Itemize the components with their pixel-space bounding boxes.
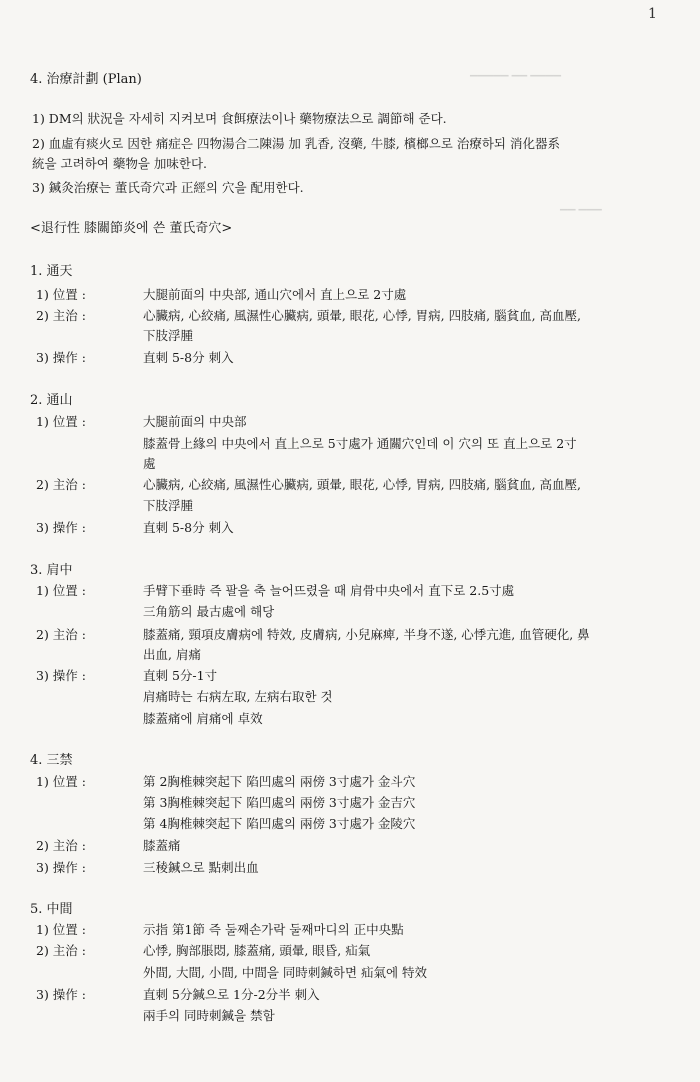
operation-text: 兩手의 同時刺鍼을 禁함 [143, 1008, 275, 1023]
operation-text: 肩痛時는 右病左取, 左病右取한 것 [143, 689, 333, 704]
position-label: 1) 位置 : [36, 287, 86, 302]
indication-text: 心臟病, 心絞痛, 風濕性心臟病, 頭暈, 眼花, 心悸, 胃病, 四肢痛, 腦貧血, 高血壓, [143, 308, 581, 323]
position-label: 1) 位置 : [36, 583, 86, 598]
position-label: 1) 位置 : [36, 774, 86, 789]
position-label: 1) 位置 : [36, 414, 86, 429]
operation-label: 3) 操作 : [36, 520, 86, 535]
indication-label: 2) 主治 : [36, 308, 86, 323]
section-title: <退行性 膝關節炎에 쓴 董氏奇穴> [30, 221, 233, 236]
position-text: 第 3胸椎棘突起下 陷凹處의 兩傍 3寸處가 金吉穴 [143, 795, 416, 810]
position-text: 三角筋의 最古處에 해당 [143, 604, 275, 619]
position-text: 第 2胸椎棘突起下 陷凹處의 兩傍 3寸處가 金斗穴 [143, 774, 416, 789]
plan-title: 4. 治療計劃 (Plan) [30, 72, 142, 87]
operation-text: 直刺 5-8分 刺入 [143, 350, 234, 365]
indication-label: 2) 主治 : [36, 943, 86, 958]
point-title: 2. 通山 [30, 393, 73, 408]
operation-label: 3) 操作 : [36, 350, 86, 365]
position-text: 處 [143, 456, 156, 471]
position-text: 大腿前面의 中央部, 通山穴에서 直上으로 2寸處 [143, 287, 407, 302]
indication-text: 心悸, 胸部脹悶, 膝蓋痛, 頭暈, 眼昏, 疝氣 [143, 943, 371, 958]
point-title: 1. 通天 [30, 264, 73, 279]
point-title: 3. 肩中 [30, 563, 73, 578]
point-title: 5. 中間 [30, 902, 73, 917]
indication-text: 下肢浮腫 [143, 328, 194, 343]
operation-text: 膝蓋痛에 肩痛에 卓效 [143, 711, 263, 726]
operation-label: 3) 操作 : [36, 987, 86, 1002]
position-text: 大腿前面의 中央部 [143, 414, 247, 429]
indication-text: 膝蓋痛 [143, 838, 181, 853]
plan-item-3: 3) 鍼灸治療는 董氏奇穴과 正經의 穴을 配用한다. [32, 180, 304, 195]
operation-text: 直刺 5分-1寸 [143, 668, 218, 683]
point-title: 4. 三禁 [30, 753, 73, 768]
indication-text: 下肢浮腫 [143, 498, 194, 513]
position-text: 膝蓋骨上緣의 中央에서 直上으로 5寸處가 通關穴인데 이 穴의 또 直上으로 2寸 [143, 436, 577, 451]
plan-item-2-line-2: 統을 고려하여 藥物을 加味한다. [32, 156, 207, 171]
indication-text: 出血, 肩痛 [143, 647, 201, 662]
indication-text: 膝蓋痛, 頸項皮膚病에 特效, 皮膚病, 小兒麻痺, 半身不遂, 心悸亢進, 血管硬化, 鼻 [143, 627, 590, 642]
page-mark: 1 [648, 6, 657, 22]
indication-label: 2) 主治 : [36, 838, 86, 853]
operation-label: 3) 操作 : [36, 860, 86, 875]
position-text: 第 4胸椎棘突起下 陷凹處의 兩傍 3寸處가 金陵穴 [143, 816, 416, 831]
indication-label: 2) 主治 : [36, 477, 86, 492]
indication-text: 心臟病, 心絞痛, 風濕性心臟病, 頭暈, 眼花, 心悸, 胃病, 四肢痛, 腦貧血, 高血壓, [143, 477, 581, 492]
plan-item-1: 1) DM의 狀況을 자세히 지켜보며 食餌療法이나 藥物療法으로 調節해 준다. [32, 111, 447, 126]
indication-label: 2) 主治 : [36, 627, 86, 642]
bleed-through-text: ▁▁ ▁▁▁ [560, 200, 602, 211]
position-label: 1) 位置 : [36, 922, 86, 937]
bleed-through-text: ▁▁▁▁▁ ▁▁ ▁▁▁▁ [470, 66, 561, 77]
operation-text: 直刺 5-8分 刺入 [143, 520, 234, 535]
indication-text: 外間, 大間, 小間, 中間을 同時刺鍼하면 疝氣에 特效 [143, 965, 428, 980]
position-text: 手臂下垂時 즉 팔을 축 늘어뜨렸을 때 肩骨中央에서 直下로 2.5寸處 [143, 583, 515, 598]
position-text: 示指 第1節 즉 둘째손가락 둘째마디의 正中央點 [143, 922, 404, 937]
operation-text: 三稜鍼으로 點刺出血 [143, 860, 259, 875]
operation-label: 3) 操作 : [36, 668, 86, 683]
plan-item-2-line-1: 2) 血虛有痰火로 因한 痛症은 四物湯合二陳湯 加 乳香, 沒藥, 牛膝, 檳榔으로 治療하되 消化器系 [32, 136, 560, 151]
operation-text: 直刺 5分鍼으로 1分-2分半 刺入 [143, 987, 320, 1002]
